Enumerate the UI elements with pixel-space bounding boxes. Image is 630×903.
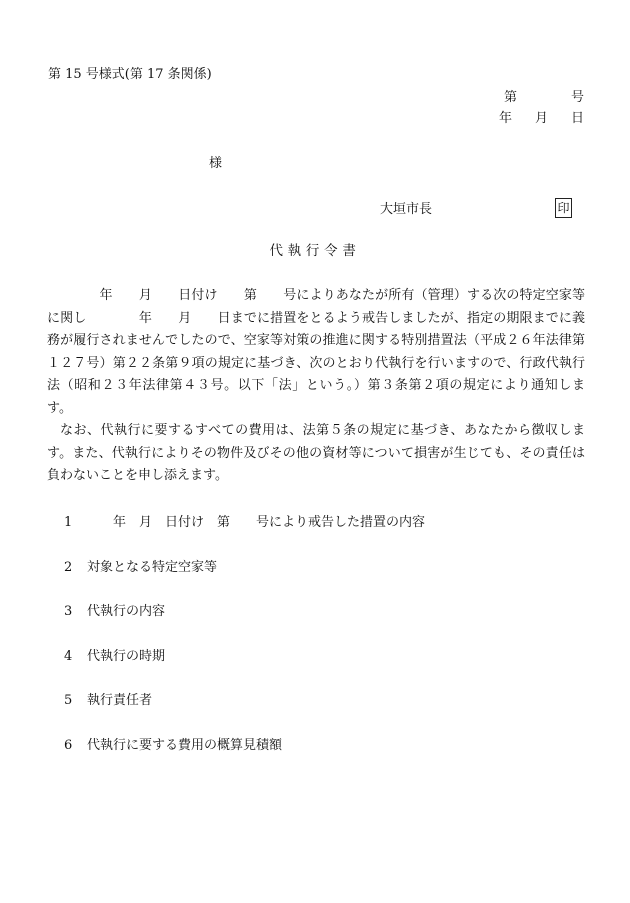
list-item-number: 3: [64, 604, 73, 619]
body-paragraph-2: なお、代執行に要するすべての費用は、法第５条の規定に基づき、あなたから徴収します。また、代執行によりその物件及びその他の資材等について損害が生じても、その責任は負わないことを申し添えます。: [47, 423, 585, 483]
form-number: 第 15 号様式(第 17 条関係): [48, 67, 212, 82]
issuer-name: 大垣市長: [380, 202, 433, 217]
number-suffix: 号: [570, 90, 584, 105]
list-item-text: 代執行の時期: [87, 649, 166, 664]
list-item-number: 2: [64, 560, 73, 575]
body-paragraph-1: 年 月 日付け 第 号によりあなたが所有（管理）する次の特定空家等に関し 年 月 日までに措置をとるよう戒告しましたが、指定の期限までに義務が履行されませんでしたので、空家等対策の推進に関する特別措置法（平成２６年法律第１２７号）第２２条第９項の規定に基づき、次のとおり代執行を行いますので、行政代執行法（昭和２３年法律第４３号。以下「法」という。）第３条第２項の規定により通知します。: [47, 288, 585, 416]
list-item: [64, 511, 425, 530]
list-item-number: 5: [64, 693, 73, 708]
document-body: [47, 285, 585, 488]
list-item: [64, 689, 152, 708]
list-item-text: 年 月 日付け 第 号により戒告した措置の内容: [87, 515, 426, 530]
number-prefix: 第: [503, 90, 517, 105]
list-item-text: 対象となる特定空家等: [87, 560, 218, 575]
date-year: 年: [498, 111, 512, 126]
list-item-number: 1: [64, 515, 73, 530]
list-item: [64, 645, 165, 664]
document-title: 代執行令書: [269, 243, 361, 259]
date-day: 日: [570, 111, 584, 126]
document-date: [499, 112, 584, 125]
list-item-number: 4: [64, 649, 73, 664]
list-item: [64, 734, 282, 753]
document-number: [504, 91, 584, 104]
list-item-text: 執行責任者: [87, 693, 153, 708]
recipient-honorific: 様: [209, 156, 223, 171]
seal-box: 印: [555, 198, 572, 218]
list-item-text: 代執行の内容: [87, 604, 166, 619]
date-month: 月: [534, 111, 548, 126]
list-item-text: 代執行に要する費用の概算見積額: [87, 738, 283, 753]
list-item: [64, 556, 217, 575]
list-item: [64, 600, 165, 619]
list-item-number: 6: [64, 738, 73, 753]
